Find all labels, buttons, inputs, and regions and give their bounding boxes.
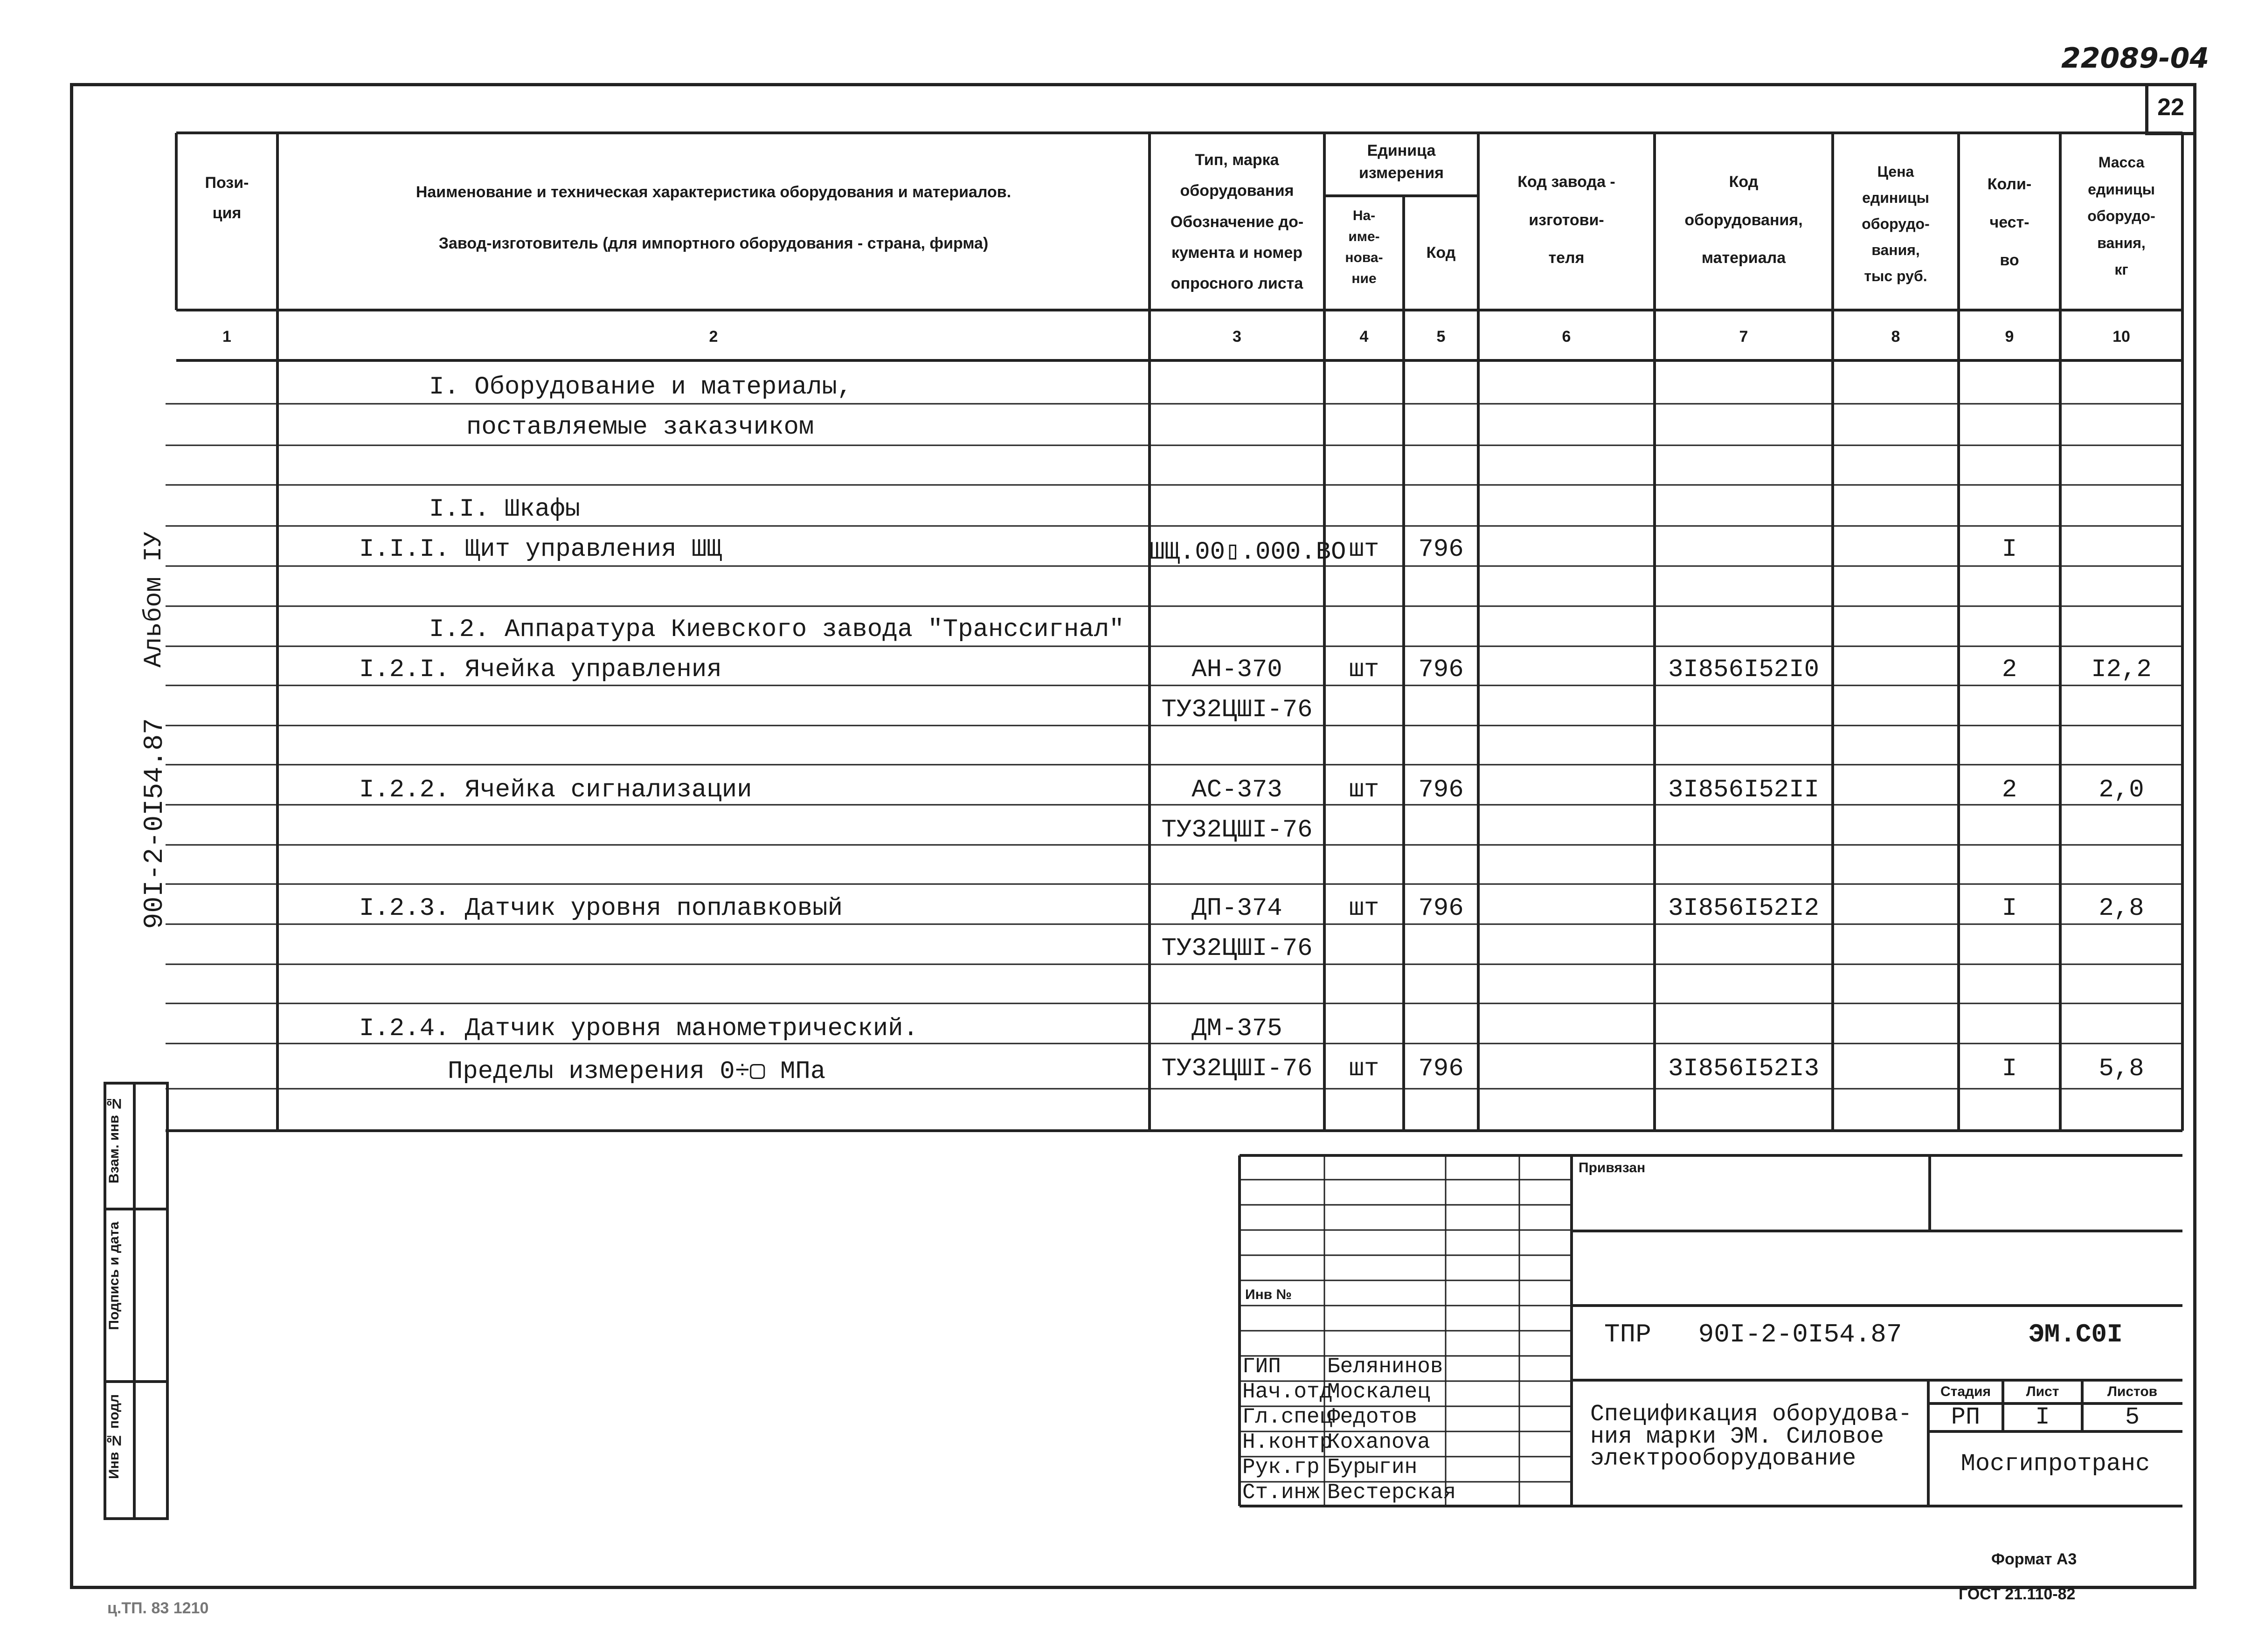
colnum-6: 6 (1562, 328, 1571, 346)
row-quantity: 2 (2002, 656, 2017, 684)
colnum-10: 10 (2113, 328, 2130, 346)
row-equipment-code: 3I856I52I3 (1668, 1055, 1820, 1083)
colnum-7: 7 (1739, 328, 1748, 346)
colnum-3: 3 (1233, 328, 1241, 346)
row-equipment-code: 3I856I52I0 (1668, 656, 1820, 684)
header-quantity: Коли- чест- во (1987, 175, 2032, 270)
stamp-inv-replace: Взам. инв № (106, 1096, 122, 1184)
row-type: ТУ32ЦШI-76 (1161, 934, 1313, 963)
row-unit: шт (1349, 1055, 1379, 1083)
row-unit: шт (1349, 535, 1379, 564)
signature-name: Кохanova (1327, 1430, 1430, 1454)
header-type: Тип, марка оборудования Обозначение до- кумента и номер опросного листа (1170, 151, 1304, 293)
colnum-9: 9 (2005, 328, 2014, 346)
doc-mark: ЭМ.С0I (2029, 1320, 2123, 1349)
signature-name: Бурыгин (1327, 1455, 1418, 1479)
header-unit-code: Код (1426, 244, 1456, 262)
sheets-label: Листов (2107, 1384, 2158, 1399)
header-name-line1: Наименование и техническая характеристика оборудования и материалов. (416, 183, 1011, 201)
signature-role: Нач.отд (1242, 1380, 1333, 1404)
project-label: 90I-2-0I54.87 (140, 718, 170, 929)
row-type: ДП-374 (1191, 894, 1282, 923)
row-quantity: 2 (2002, 776, 2017, 804)
header-factory-code: Код завода - изготови- теля (1517, 173, 1615, 267)
row-type: ТУ32ЦШI-76 (1161, 816, 1313, 844)
signature-role: Рук.гр (1242, 1455, 1320, 1479)
format-label: Формат А3 (1991, 1550, 2077, 1568)
signature-name: Федотов (1327, 1405, 1418, 1429)
row-unit-code: 796 (1418, 1055, 1464, 1083)
colnum-2: 2 (709, 328, 718, 346)
row-quantity: I (2002, 535, 2017, 564)
stage-label: Стадия (1940, 1384, 1991, 1399)
row-quantity: I (2002, 1055, 2017, 1083)
signature-name: Вестерская (1327, 1480, 1456, 1505)
row-type: ТУ32ЦШI-76 (1161, 1055, 1313, 1083)
row-name: Пределы измерения 0÷▢ МПа (448, 1058, 826, 1086)
row-mass: 2,0 (2099, 776, 2144, 804)
signature-role: Ст.инж (1242, 1480, 1320, 1505)
row-type: АС-373 (1191, 776, 1282, 804)
row-name: I. Оборудование и материалы, (429, 373, 852, 401)
row-type: ТУ32ЦШI-76 (1161, 696, 1313, 724)
sheet-value: I (2035, 1403, 2050, 1431)
signature-role: Гл.спец (1242, 1405, 1333, 1429)
stage-value: РП (1951, 1403, 1981, 1431)
row-name: I.I.I. Щит управления ШЩ (359, 535, 722, 564)
row-name: I.2. Аппаратура Киевского завода "Транссигнал" (429, 615, 1124, 644)
gost-label: ГОСТ 21.110-82 (1959, 1585, 2076, 1603)
header-name-line2: Завод-изготовитель (для импортного оборудования - страна, фирма) (438, 235, 989, 252)
row-unit: шт (1349, 656, 1379, 684)
row-name: I.2.4. Датчик уровня манометрический. (359, 1015, 918, 1043)
row-equipment-code: 3I856I52II (1668, 776, 1820, 804)
row-name: I.I. Шкафы (429, 495, 581, 524)
corner-sheet-number: 22 (2157, 94, 2184, 121)
row-equipment-code: 3I856I52I2 (1668, 894, 1820, 923)
document-number: 22089-04 (2061, 42, 2210, 75)
row-unit: шт (1349, 894, 1379, 923)
row-mass: 5,8 (2099, 1055, 2144, 1083)
signature-name: Москалец (1327, 1380, 1430, 1404)
row-mass: I2,2 (2091, 656, 2152, 684)
row-mass: 2,8 (2099, 894, 2144, 923)
signature-role: Н.контр (1242, 1430, 1333, 1454)
row-type: ДМ-375 (1191, 1015, 1282, 1043)
stamp-inv-orig: Инв № подл (106, 1394, 122, 1479)
row-type: ШЩ.00▯.000.ВО (1150, 538, 1346, 567)
document-title: Спецификация оборудова- ния марки ЭМ. Силовое электрооборудование (1590, 1401, 1912, 1472)
inv-no-label: Инв № (1245, 1287, 1292, 1302)
colnum-4: 4 (1359, 328, 1369, 346)
signature-role: ГИП (1242, 1355, 1281, 1379)
header-unit-name: На- име- нова- ние (1345, 208, 1383, 286)
row-name: I.2.3. Датчик уровня поплавковый (359, 894, 843, 923)
signature-name: Белянинов (1327, 1355, 1443, 1379)
doc-code: ТПР 90I-2-0I54.87 (1604, 1320, 1902, 1349)
organization: Мосгипротранс (1960, 1450, 2150, 1478)
row-name: I.2.I. Ячейка управления (359, 656, 722, 684)
sheet-label: Лист (2026, 1384, 2059, 1399)
row-unit-code: 796 (1418, 535, 1464, 564)
colnum-8: 8 (1891, 328, 1900, 346)
header-mass: Масса единицы оборудо- вания, кг (2087, 154, 2155, 278)
header-position: Пози- ция (205, 174, 249, 222)
row-unit-code: 796 (1418, 656, 1464, 684)
album-label: Альбом IУ (140, 532, 168, 668)
row-name: поставляемые заказчиком (466, 413, 814, 442)
bottom-left-stamp: ц.ТП. 83 1210 (107, 1599, 209, 1617)
row-quantity: I (2002, 894, 2017, 923)
header-unit-group: Единица измерения (1359, 142, 1444, 182)
stamp-signature-date: Подпись и дата (106, 1222, 122, 1330)
header-price: Цена единицы оборудо- вания, тыс руб. (1862, 163, 1930, 284)
row-name: I.2.2. Ячейка сигнализации (359, 776, 752, 804)
row-unit-code: 796 (1418, 894, 1464, 923)
sheets-value: 5 (2125, 1403, 2140, 1431)
colnum-5: 5 (1436, 328, 1446, 346)
row-type: АН-370 (1191, 656, 1282, 684)
header-equipment-code: Код оборудования, материала (1684, 173, 1803, 267)
privyazan-label: Привязан (1579, 1160, 1646, 1175)
row-unit: шт (1349, 776, 1379, 804)
colnum-1: 1 (222, 328, 231, 346)
row-unit-code: 796 (1418, 776, 1464, 804)
